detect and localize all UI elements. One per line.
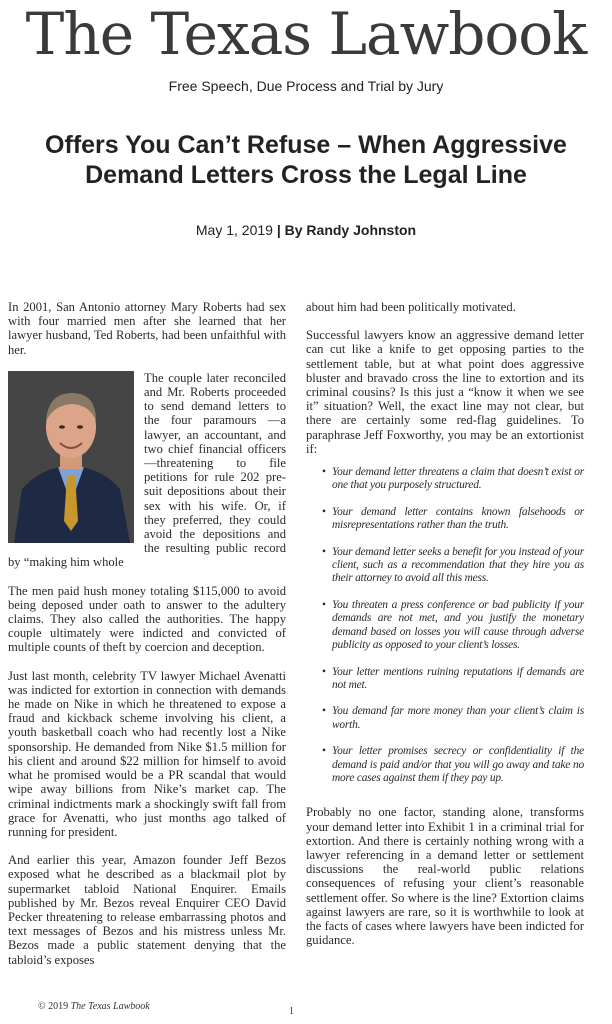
portrait-image [8, 371, 134, 543]
paragraph-bezos: And earlier this year, Amazon founder Jeff Bezos exposed what he described as a blackmail plot by supermarket tabloid National Enquirer. Emails published by Mr. Bezos reveal Enquirer CEO David Pecker threatening to release embarrassing photos and text messages of Bezos and his mistress unless Mr. Bezos made a public statement denying that the tabloid’s exposes [8, 853, 286, 967]
copyright-text: © 2019 [38, 1001, 69, 1012]
tagline: Free Speech, Due Process and Trial by Jury [168, 78, 444, 94]
footer-publication: The Texas Lawbook [70, 1001, 150, 1012]
list-item: • You threaten a press conference or bad publicity if your demands are not met, and you justify the monetary demand based on losses you will cause through adverse publicity as opposed to your client’s losses. [326, 599, 584, 653]
author-name: By Randy Johnston [284, 222, 417, 238]
footer-copyright [38, 1001, 150, 1012]
paragraph-avenatti: Just last month, celebrity TV lawyer Michael Avenatti was indicted for extortion in connection with demands he made on Nike in which he threatened to expose a fraud and kickback scheme involving his client, a youth basketball coach who had recently lost a Nike sponsorship. He demanded from Nike $1.5 million for his client and around $22 million for himself to avoid what he promised would be a PR scandal that would wipe away billions from Nike’s market cap. The criminal indictments mark a shockingly swift fall from grace for Avenatti, who just months ago talked of running for president. [8, 668, 286, 839]
extortionist-checklist [306, 466, 584, 785]
page-number: 1 [289, 1006, 294, 1017]
paragraph-hush-money: The men paid hush money totaling $115,000 to avoid being deposed under oath to answer to the adultery claims. They also called the authorities. The happy couple ultimately were indicted and convicted of multiple counts of theft by coercion and deception. [8, 583, 286, 655]
paragraph-continued: about him had been politically motivated. [306, 300, 516, 314]
list-item: • Your demand letter contains known falsehoods or misrepresentations rather than the truth. [326, 506, 584, 533]
list-item: • You demand far more money than your client’s claim is worth. [326, 705, 584, 732]
list-item: • Your letter mentions ruining reputations if demands are not met. [326, 666, 584, 693]
list-item: • Your demand letter seeks a benefit for you instead of your client, such as a recommendation that they hire you as their attorney to avoid all this mess. [326, 546, 584, 586]
article-headline: Offers You Can’t Refuse – When Aggressive Demand Letters Cross the Legal Line [45, 131, 567, 189]
list-item: • Your letter promises secrecy or confidentiality if the demand is paid and/or that you will go away and take no more cases against them if they pay up. [326, 745, 584, 785]
byline-separator: | [276, 222, 281, 238]
paragraph-successful-lawyers: Successful lawyers know an aggressive demand letter can cut like a knife to get opposing parties to the settlement table, but at what point does aggressive bluster and bravado cross the line to extortion and its criminal cousins? Is this just a “know it when we see it” situation? Well, the exact line may not clear, but there are certainly some red-flag guidelines. To paraphrase Jeff Foxworthy, you may be an extortionist if: [306, 328, 584, 456]
paragraph-conclusion: Probably no one factor, standing alone, transforms your demand letter into Exhibit 1 in a criminal trial for extortion. And there is certainly nothing wrong with a lawyer referencing in a demand letter or settlement discussions the real-world public relations consequences of refusing your client’s reasonable settlement offer. So where is the line? Extortion claims against lawyers are rare, so it is worthwhile to look at the facts of cases where lawyers have been indicted for guidance. [306, 805, 584, 948]
publish-date: May 1, 2019 [195, 222, 273, 238]
list-item: • Your demand letter threatens a claim that doesn’t exist or one that you purposely structured. [326, 466, 584, 493]
masthead-logo: The Texas Lawbook [25, 0, 587, 68]
byline [0, 222, 612, 238]
article-column-left [8, 300, 286, 967]
article-column-right [306, 300, 584, 947]
author-photo [8, 371, 134, 543]
paragraph-roberts: The couple later reconciled and Mr. Roberts proceeded to send demand letters to the four paramours —a lawyer, an accountant, and two chief financial officers—threatening to file petitions for rule 202 pre-suit depositions about their sex with his wife. Or, if they preferred, they could avoid the depositions and the resulting public record by “making him whole [8, 370, 286, 570]
paragraph-intro: In 2001, San Antonio attorney Mary Roberts had sex with four married men after she learned that her lawyer husband, Ted Roberts, had been unfaithful with her. [8, 300, 286, 357]
